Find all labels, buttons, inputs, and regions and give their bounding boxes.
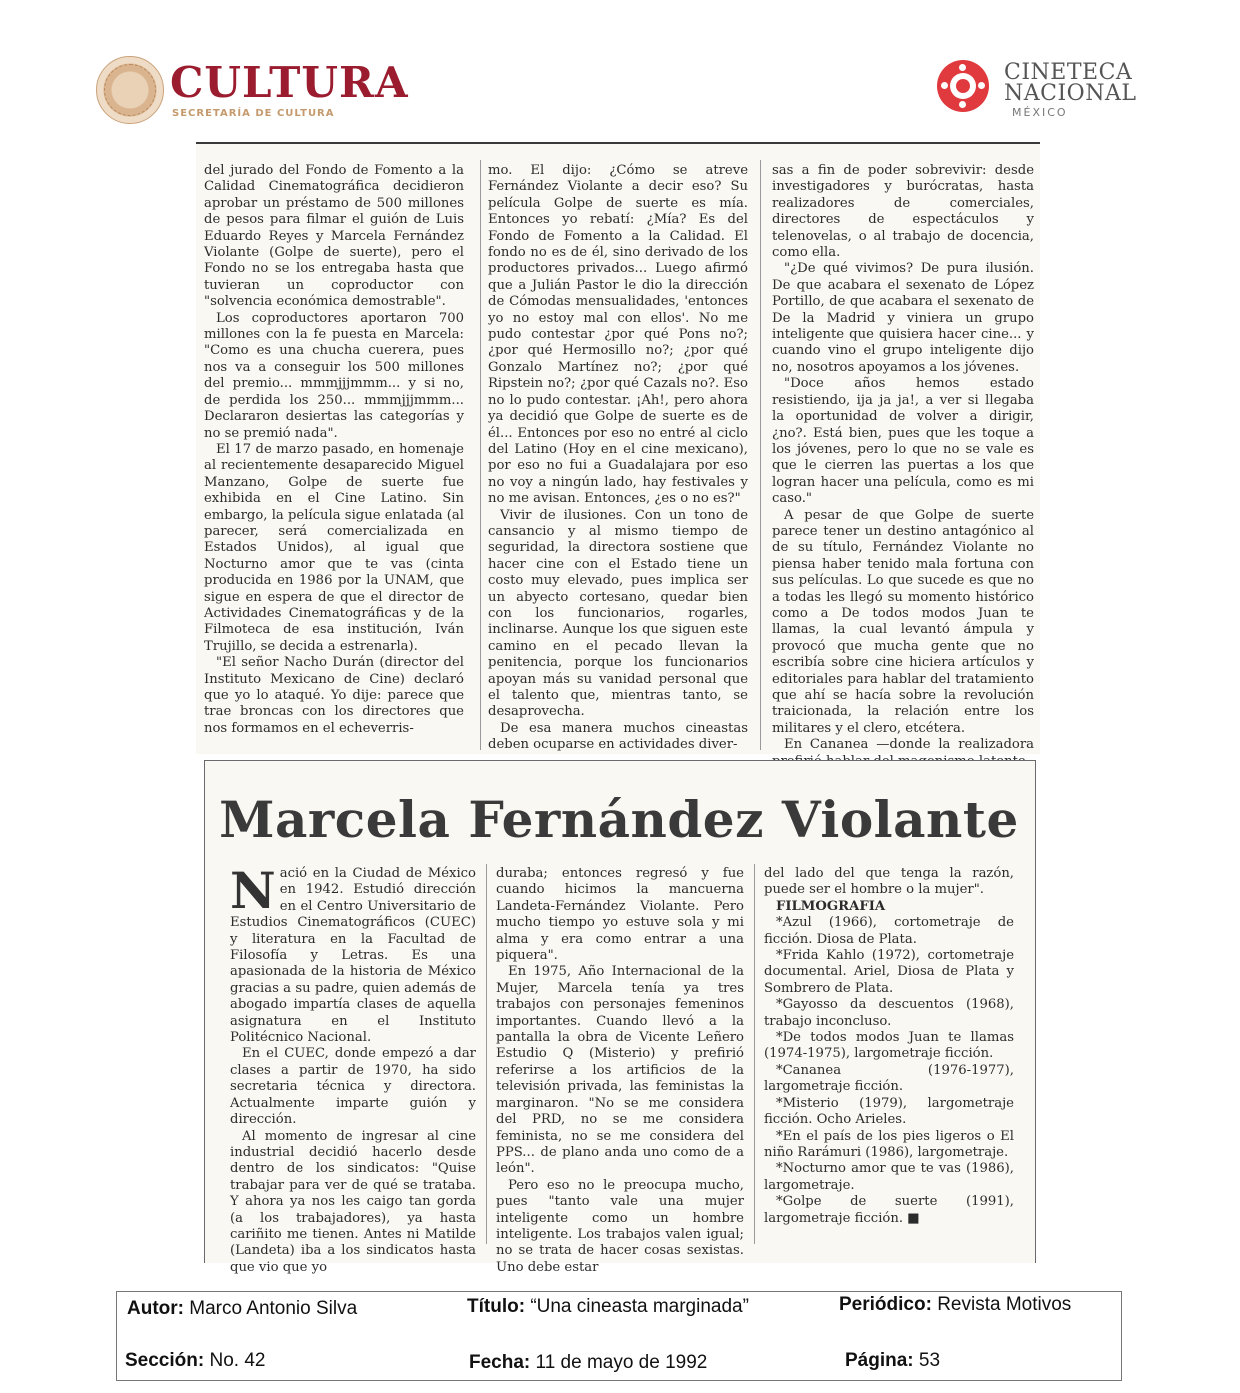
column-divider — [480, 160, 481, 750]
pagina-label: Página: — [845, 1350, 914, 1371]
filmography-item: *En el país de los pies ligeros o El niño Rarámuri (1986), largometraje. — [764, 1128, 1014, 1160]
cineteca-line2: NACIONAL — [1004, 81, 1137, 106]
cineteca-line1: CINETECA — [1004, 60, 1133, 85]
autor-field — [127, 1298, 357, 1320]
paragraph: Pero eso no le preocupa mucho, pues "tanto vale una mujer inteligente como un hombre inteligente. Los trabajos valen igual; no se trata de hacer cosas sexistas. Uno debe estar — [496, 1177, 744, 1275]
cultura-brand-subtitle: SECRETARÍA DE CULTURA — [172, 108, 335, 119]
paragraph: En el CUEC, donde empezó a dar clases a partir de 1970, ha sido secretaria técnica y directora. Actualmente imparte guión y dirección. — [230, 1046, 476, 1128]
paragraph: Los coproductores aportaron 700 millones con la fe puesta en Marcela: "Como es una chucha cuerera, pues nos va a conseguir los 500 millones del premio... mmmjjjmmm... y si no, de perdida los 250... mmmjjjmmm... Declararon desiertas las categorías y no se premió nada". — [204, 310, 464, 441]
film-reel-icon — [937, 60, 989, 112]
paragraph: mo. El dijo: ¿Cómo se atreve Fernández Violante a decir eso? Su película Golpe de suerte es mía. Entonces yo rebatí: ¿Mía? Es del Fondo de Fomento a la Calidad. El fondo no es de él, sino derivado de los productores privados... Luego afirmó que a Julián Pastor le dio la dirección de Cómodas mensualidades, 'entonces yo no estoy mal con ellos'. No me pudo contestar ¿por qué Pons no?; ¿por qué Hermosillo no?; ¿por qué Gonzalo Martínez no?; ¿por qué Ripstein no?; ¿por qué Cazals no?. Eso no lo pudo contestar. ¡Ah!, pero ahora ya decidió que Golpe de suerte es de él... Entonces por eso no entré al ciclo del Latino (Hoy en el cine mexicano), por eso no fui a Guadalajara por eso no voy a ningún lado, hay festivales y no me avisan. Entonces, ¿es o no es?" — [488, 163, 748, 507]
column-divider — [760, 160, 761, 750]
filmography-item: *Golpe de suerte (1991), largometraje ficción. ■ — [764, 1194, 1014, 1226]
seccion-label: Sección: — [125, 1350, 205, 1371]
paragraph: "Doce años hemos estado resistiendo, ija ja ja!, a ver si llegaba la oportunidad de volver a dirigir, ¿no?. Está bien, pues que les toque a los jóvenes, pero lo que no se vale es que le cierren las puertas a los que logran hacer una película, como es mi caso." — [772, 376, 1034, 507]
cineteca-line3: MÉXICO — [1012, 106, 1068, 116]
paragraph: "¿De qué vivimos? De pura ilusión. De que acabara el sexenato de López Portillo, de que acabara el sexenato de De la Madrid y viniera un grupo inteligente que quisiera hacer cine... y cuando vino el grupo inteligente dijo no, nosotros apoyamos a los jóvenes. — [772, 261, 1034, 375]
biography-headline: Marcela Fernández Violante — [219, 790, 1019, 849]
filmography-item: *Gayosso da descuentos (1968), trabajo inconcluso. — [764, 997, 1014, 1029]
paragraph: De esa manera muchos cineastas deben ocuparse en actividades diver- — [488, 720, 748, 753]
paragraph: En 1975, Año Internacional de la Mujer, Marcela tenía ya tres trabajos con personajes femeninos importantes. Cuando llevó a la pantalla la obra de Vicente Leñero Estudio Q (Misterio) y prefirió referirse a los artificios de la televisión privada, las feministas la marginaron. "No se me considera del PRD, no se me considera feminista, no se me considera del PPS... de plano anda uno como de a león". — [496, 964, 744, 1177]
periodico-field — [839, 1294, 1071, 1316]
filmography-item: *Nocturno amor que te vas (1986), largometraje. — [764, 1161, 1014, 1193]
filmography-item: *Azul (1966), cortometraje de ficción. Diosa de Plata. — [764, 915, 1014, 947]
biography-column-1 — [230, 861, 476, 1276]
citation-info-box — [116, 1291, 1122, 1381]
titulo-label: Título: — [467, 1296, 526, 1317]
paragraph: Al momento de ingresar al cine industrial decidió hacerlo desde dentro de los sindicatos: "Quise trabajar para ver de qué se trataba. Y ahora ya nos les caigo tan gorda (a los trabajadores), ya hasta cariñito me tienen. Antes ni Matilde (Landeta) iba a los sindicatos hasta que vio que yo — [230, 1128, 476, 1275]
paragraph: del lado del que tenga la razón, puede ser el hombre o la mujer". — [764, 866, 1014, 898]
pagina-value: 53 — [918, 1350, 941, 1371]
paragraph: "El señor Nacho Durán (director del Instituto Mexicano de Cine) declaró que yo lo ataqué. Yo dije: parece que trae broncas con los directores que nos formamos en el echeverris- — [204, 655, 464, 736]
periodico-label: Periódico: — [839, 1294, 932, 1315]
titulo-field — [467, 1296, 749, 1318]
article-column-1 — [204, 163, 464, 737]
paragraph: Nació en la Ciudad de México en 1942. Estudió dirección en el Centro Universitario de Estudios Cinematográficos (CUEC) y literatura en la Facultad de Filosofía y Letras. Es una apasionada de la historia de México gracias a su padre, quien además de abogado impartía clases de aquella asignatura en el Instituto Politécnico Nacional. — [230, 861, 476, 1046]
filmography-item: *Cananea (1976-1977), largometraje ficción. — [764, 1062, 1014, 1095]
biography-column-3 — [764, 866, 1014, 1227]
filmography-item: *Frida Kahlo (1972), cortometraje documental. Ariel, Diosa de Plata y Sombrero de Plata. — [764, 948, 1014, 996]
column-divider — [486, 864, 487, 1244]
pagina-field — [845, 1350, 940, 1372]
paragraph: El 17 de marzo pasado, en homenaje al recientemente desaparecido Miguel Manzano, Golpe de suerte fue exhibida en el Cine Latino. Sin embargo, la película sigue enlatada (al parecer, será comercializada en Estados Unidos), al igual que Nocturno amor que te vas (cinta producida en 1986 por la UNAM, que sigue en espera de que el director de Actividades Cinematográficas y de la Filmoteca de esa institución, Iván Trujillo, se decida a estrenarla). — [204, 441, 464, 654]
fecha-label: Fecha: — [469, 1352, 531, 1373]
cultura-brand-title: CULTURA — [170, 58, 409, 107]
biography-column-2 — [496, 866, 744, 1276]
seal-ring-decoration — [104, 64, 156, 116]
filmography-title: FILMOGRAFIA — [776, 898, 886, 914]
article-column-3 — [772, 163, 1034, 770]
fecha-field — [469, 1352, 707, 1374]
article-top-rule — [196, 142, 1040, 144]
seccion-field — [125, 1350, 265, 1372]
paragraph: sas a fin de poder sobrevivir: desde investigadores y burócratas, hasta realizadores de comerciales, directores de espectáculos y telenovelas, o al trabajo de docencia, como ella. — [772, 163, 1034, 261]
article-column-2 — [488, 163, 748, 754]
paragraph: A pesar de que Golpe de suerte parece tener un destino antagónico al de su título, Fernández Violante no piensa haber tenido mala fortuna con sus películas. Lo que sucede es que no a todas les llegó su momento histórico como a De todos modos Juan te llamas, la cual levantó ámpula y provocó que mucha gente que no escribía sobre cine hiciera artículos y editoriales para hablar del tratamiento que ahí se hacía sobre la revolución traicionada, la relación entre los militares y el clero, etcétera. — [772, 507, 1034, 736]
periodico-value: Revista Motivos — [937, 1294, 1072, 1315]
paragraph: del jurado del Fondo de Fomento a la Calidad Cinematográfica decidieron aprobar un préstamo de 500 millones de pesos para filmar el guión de Luis Eduardo Reyes y Marcela Fernández Violante (Golpe de suerte), pero el Fondo no se los entregaba hasta que tuvieran un coproductor con "solvencia económica demostrable". — [204, 163, 464, 310]
seccion-value: No. 42 — [209, 1350, 266, 1371]
column-divider — [754, 864, 755, 1244]
autor-label: Autor: — [127, 1298, 184, 1319]
filmography-item: *Misterio (1979), largometraje ficción. Ocho Arieles. — [764, 1095, 1014, 1128]
fecha-value: 11 de mayo de 1992 — [535, 1352, 708, 1373]
paragraph: duraba; entonces regresó y fue cuando hicimos la mancuerna Landeta-Fernández Violante. Pero mucho tiempo yo estuve sola y mi alma y era como entrar a una piquera". — [496, 866, 744, 964]
paragraph-vivir-de-ilusiones: Vivir de ilusiones. Con un tono de cansancio y al mismo tiempo de seguridad, la directora sostiene que hacer cine con el Estado tiene un costo muy elevado, pues implica ser un abyecto cortesano, quedar bien con los funcionarios, rogarles, inclinarse. Aunque los que siguen este camino en el pecado llevan la penitencia, porque los funcionarios apoyan más su vanidad personal que el talento que, mientras tanto, se desaprovecha. — [488, 507, 748, 720]
dropcap: N — [230, 861, 276, 920]
cineteca-logo-text — [1004, 62, 1136, 104]
autor-value: Marco Antonio Silva — [189, 1298, 358, 1319]
filmography-item: *De todos modos Juan te llamas (1974-1975), largometraje ficción. — [764, 1030, 1014, 1062]
titulo-value: “Una cineasta marginada” — [530, 1296, 749, 1317]
paragraph: En Cananea —donde la realizadora — [784, 737, 1034, 753]
